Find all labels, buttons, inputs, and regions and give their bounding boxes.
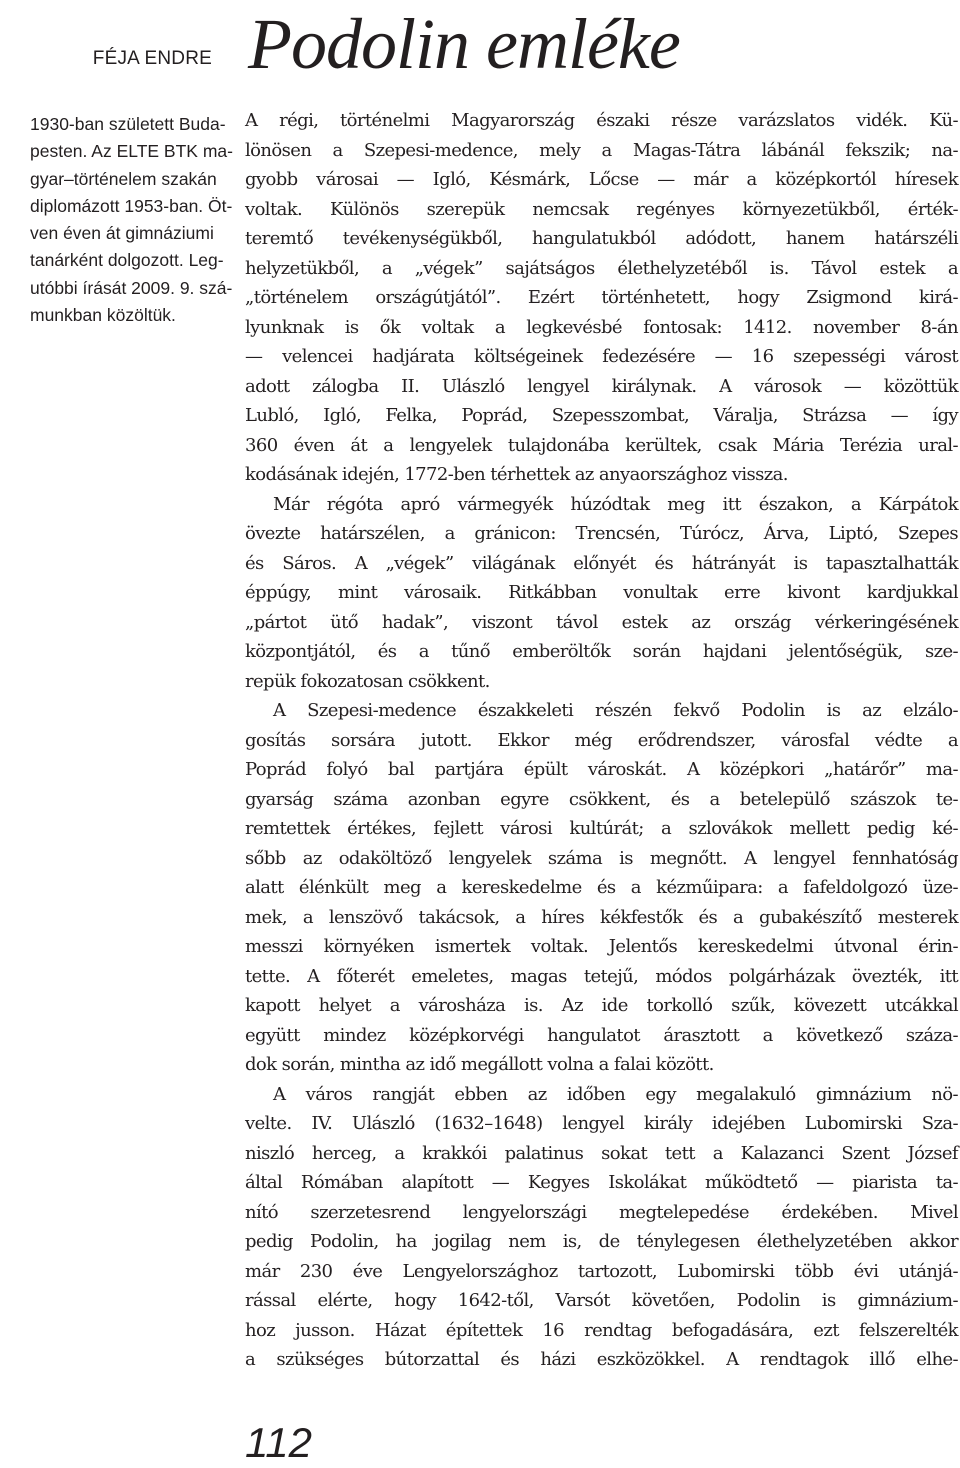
body-line: A Szepesi-medence északkeleti részén fekvő Podolin is az elzálo- [273, 700, 958, 721]
article-title: Podolin emléke [248, 4, 680, 84]
bio-line: tanárként dolgozott. Leg- [30, 250, 224, 271]
body-line: niszló herceg, a krakkói palatinus sokat tett a Kalazanci Szent József [245, 1142, 958, 1164]
body-line: messzi környéken ismertek voltak. Jelentős kereskedelmi útvonal érin- [245, 936, 958, 957]
body-line: által Rómában alapított — Kegyes Iskolákat működtető — piarista ta- [245, 1172, 958, 1193]
body-line: rással elérte, hogy 1642-től, Varsót követően, Podolin is gimnázium- [245, 1290, 958, 1311]
body-line: A város rangját ebben az időben egy megalakuló gimnázium nö- [273, 1083, 958, 1105]
bio-line: utóbbi írását 2009. 9. szá- [30, 277, 233, 298]
body-line: kapott helyet a városháza is. Az ide torkolló szűk, kövezett utcákkal [245, 995, 958, 1016]
body-line: tette. A főterét emeletes, magas tetejű, módos polgárházak övezték, itt [245, 965, 958, 987]
body-line: „történelem országútjától”. Ezért történhetett, hogy Zsigmond kirá- [245, 287, 958, 308]
body-line: voltak. Különös szerepük nemcsak regényes környezetükből, érték- [245, 198, 958, 220]
body-line: gosítás sorsára jutott. Ekkor még erődrendszer, városfal védte a [245, 729, 958, 751]
body-line: övezte határszélen, a gránicon: Trencsén, Túrócz, Árva, Liptó, Szepes [245, 523, 958, 544]
body-line: — velencei hadjárata költségeinek fedezésére — 16 szepességi várost [245, 346, 958, 367]
body-line: lyunknak is ők voltak a legkevésbé fontosak: 1412. november 8-án [245, 316, 958, 338]
body-line: 360 éven át a lengyelek tulajdonába kerültek, csak Mária Terézia ural- [245, 434, 958, 456]
body-line: A régi, történelmi Magyarország északi része varázslatos vidék. Kü- [245, 110, 958, 131]
body-line: központjától, és a tűnő emberöltők során hajdani jelentőségük, sze- [245, 641, 958, 662]
body-line: repük fokozatosan csökkent. [245, 670, 490, 692]
body-line: adott zálogba II. Ulászló lengyel királynak. A városok — közöttük [245, 375, 958, 397]
body-line: Már régóta apró vármegyék húzódtak meg itt északon, a Kárpátok [273, 493, 958, 515]
page-number: 112 [245, 1419, 312, 1466]
bio-line: diplomázott 1953-ban. Öt- [30, 195, 233, 216]
body-line: Lubló, Igló, Felka, Poprád, Szepesszombat, Váralja, Strázsa — így [245, 405, 958, 426]
bio-line: 1930-ban született Buda- [30, 114, 226, 134]
body-line: dok során, mintha az idő megállott volna a falai között. [245, 1054, 714, 1075]
body-line: gyarság száma azonban egyre csökkent, és a betelepülő szászok te- [245, 788, 958, 810]
body-line: teremtő tevékenységükből, hangulatukból adódott, hanem határszéli [245, 228, 958, 249]
body-line: sőbb az odaköltöző lengyelek száma is megnőtt. A lengyel fennhatóság [245, 847, 958, 869]
body-line: hoz jusson. Házat építettek 16 rendtag befogadására, ezt felszerelték [245, 1319, 958, 1341]
article-body [245, 106, 958, 1375]
bio-line: ven éven át gimnáziumi [30, 223, 214, 244]
body-line: éppúgy, mint városaik. Ritkábban vonultak erre kivont kardjukkal [245, 582, 958, 603]
author-bio [30, 111, 233, 329]
body-line: pedig Podolin, ha jogilag nem is, de ténylegesen élethelyzetében akkor [245, 1231, 958, 1252]
author-name: FÉJA ENDRE [92, 48, 212, 69]
body-line: Poprád folyó bal partjára épült városkát. A középkori „határőr” ma- [245, 759, 958, 780]
body-line: velte. IV. Ulászló (1632–1648) lengyel király idejében Lubomirski Sza- [245, 1113, 958, 1134]
body-line: nító szerzetesrend lengyelországi megtelepedése érdekében. Mivel [245, 1201, 958, 1223]
body-line: remtettek értékes, fejlett városi kultúrát; a szlovákok mellett pedig ké- [245, 818, 958, 839]
body-line: együtt mindez középkorvégi hangulatot árasztott a következő száza- [245, 1024, 958, 1046]
body-line: alatt élénkült meg a kereskedelme és a kézműipara: a fafeldolgozó üze- [245, 877, 958, 898]
bio-line: munkban közöltük. [30, 305, 176, 326]
body-line: gyobb városai — Igló, Késmárk, Lőcse — már a középkortól híresek [245, 169, 958, 190]
body-line: kodásának idején, 1772-ben térhettek az anyaországhoz vissza. [245, 464, 788, 485]
body-line: a szükséges bútorzattal és házi eszközökkel. A rendtagok illő elhe- [245, 1349, 958, 1370]
bio-line: pesten. Az ELTE BTK ma- [30, 141, 233, 162]
body-line: már 230 éve Lengyelországhoz tartozott, Lubomirski több évi utánjá- [245, 1260, 958, 1282]
body-line: és Sáros. A „végek” világának előnyét és hátrányát is tapasztalhatták [245, 552, 958, 574]
body-line: helyzetükből, a „végek” sajátságos élethelyzetéből is. Távol estek a [245, 257, 958, 279]
body-line: lönösen a Szepesi-medence, mely a Magas-Tátra lábánál fekszik; na- [245, 139, 958, 161]
body-line: mek, a lenszövő takácsok, a híres kékfestők és a gubakészítő mesterek [245, 906, 958, 928]
body-line: „pártot ütő hadak”, viszont távol estek az ország vérkeringésének [245, 611, 958, 633]
bio-line: gyar–történelem szakán [30, 168, 217, 189]
